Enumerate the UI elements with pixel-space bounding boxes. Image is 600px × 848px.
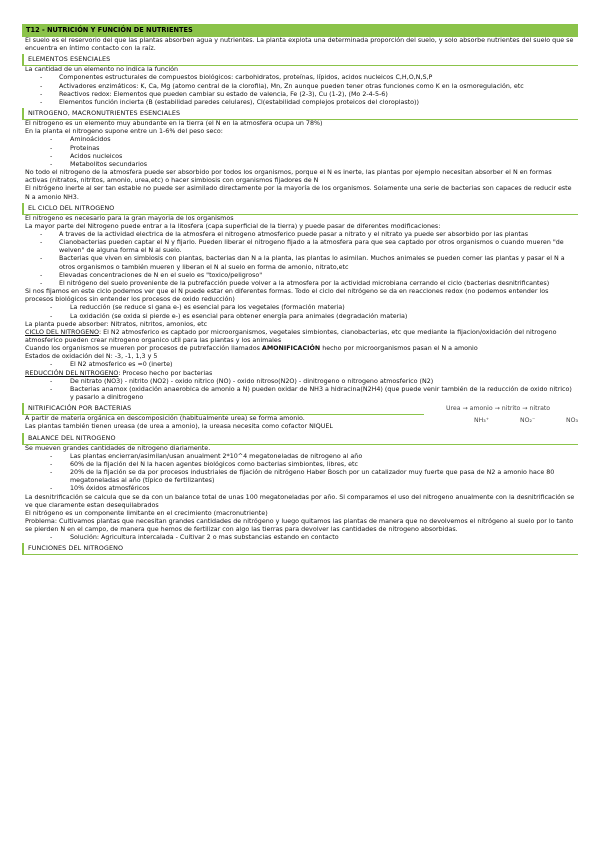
s2-paragraph-3: No todo el nitrogeno de la atmosfera puede ser absorbido por todos los organismos, porque el N es inerte, las plantas por ejemplo necesitan absorber el N en formas activas (nitratos, nitritos, amonio, urea,etc) o hacer simbiosis con organismos fijadores de N <box>25 169 552 185</box>
amonificacion-pre: Cuando los organismos se mueren por procesos de putrefacción llamados <box>25 345 262 353</box>
document-title: T12 - NUTRICIÓN Y FUNCIÓN DE NUTRIENTES <box>22 24 578 37</box>
s2-paragraph-2: En la planta el nitrogeno supone entre un 1-6% del peso seco: <box>25 128 223 136</box>
list-item: - Activadores enzimáticos: K, Ca, Mg (atomo central de la clorofila), Mn, Zn aunque pueden tener otras funciones como K en la osmoregulación, etc <box>22 83 578 91</box>
s3-paragraph-2: La mayor parte del Nitrogeno puede entrar a la litosfera (capa superficial de la tierra) y puede pasar de diferentes modificaciones: <box>25 222 441 230</box>
list-item: - Elevadas concentraciones de N en el suelo es "toxico/peligroso" <box>22 272 578 280</box>
list-item: - El nitrógeno del suelo proveniente de la putrefacción puede volver a la atmosfera por la actividad microbiana cerrando el ciclo (bacterias desnitrificantes) <box>22 280 578 288</box>
section-heading-nitrificacion <box>22 403 424 415</box>
s3-paragraph-5 <box>22 329 578 345</box>
formula-no3: NO₃ <box>566 417 578 425</box>
s1-paragraph-1: La cantidad de un elemento no indica la función <box>25 66 179 74</box>
list-item: - Acidos nucleicos <box>22 153 578 161</box>
s3-paragraph-4: La planta puede absorber: Nitratos, nitritos, amonios, etc <box>25 320 208 328</box>
reduccion-text: : Proceso hecho por bacterias <box>118 369 213 377</box>
s5-list <box>22 453 578 494</box>
list-item: - Componentes estructurales de compuestos biológicos: carbohidratos, proteínas, lípidos, acidos nucleicos C,H,O,N,S,P <box>22 74 578 82</box>
document-page <box>22 24 578 555</box>
list-item: - Metabolitos secundarios <box>22 161 578 169</box>
list-item: - 10% óxidos atmosféricos <box>22 485 578 493</box>
s1-list <box>22 74 578 107</box>
section-heading-nitrogeno: NITROGENO, MACRONUTRIENTES ESENCIALES <box>22 108 578 120</box>
s5-solution-list <box>22 534 578 542</box>
s5-paragraph-3: El nitrógeno es un componente limitante en el crecimiento (macronutriente) <box>25 509 268 517</box>
list-item: - Reactivos redox: Elementos que pueden cambiar su estado de valencia, Fe (2-3), Cu (1-2), (Mo 2-4-5-6) <box>22 91 578 99</box>
s3-list <box>22 231 578 288</box>
s3-paragraph-8 <box>22 370 578 378</box>
s5-paragraph-2: La desnitrificación se calcula que se da con un balance total de unas 100 megatoneladas por año. Si comparamos el uso del nitrogeno anualmente con la desnitrificación se ve que claramente estan desequilabrados <box>25 493 575 509</box>
list-item: - Elementos función incierta (B (estabilidad paredes celulares), Cl(estabilidad complejos proteicos del cloroplasto)) <box>22 99 578 107</box>
list-item: - Cianobacterias pueden captar el N y fijarlo. Pueden liberar el nitrogeno fijado a la atmosfera para que sea captado por otros organismos o cuando mueren "de welven" de alguna forma el N al suelo. <box>22 239 578 255</box>
s2-paragraph-4: El nitrógeno inerte al ser tan estable no puede ser asimilado directamente por la mayoría de los organismos. Solamente una serie de bacterias son capaces de reducir este N a amonio NH3. <box>25 185 572 201</box>
s5-paragraph-4: Problema: Cultivamos plantas que necesitan grandes cantidades de nitrógeno y luego quitamos las plantas de manera que no devolvemos el nitrógeno al suelo por lo tanto se pierden N en el campo, de manera que hemos de fertilizar con algo las tierras para devolver las cantidades de nitrogeno absorbidas. <box>25 517 574 534</box>
nitrification-diagram <box>446 405 586 431</box>
list-item: - 60% de la fijación del N la hacen agentes biológicos como bacterias simbiontes, libres, etc <box>22 461 578 469</box>
s4-paragraph-1: A partir de materia orgánica en descomposición (habitualmente urea) se forma amonio. <box>25 415 305 423</box>
s4-paragraph-2: Las plantas también tienen ureasa (de urea a amonio), la ureasa necesita como cofactor NIQUEL <box>25 423 333 431</box>
nitrification-chain: Urea → amonio → nitrito → nitrato <box>446 405 551 413</box>
list-item: - 20% de la fijación se da por procesos industriales de fijación de nitrógeno Haber Bosch por un catalizador muy fuerte que pasa de N2 a amonio hace 80 megatoneladas al año (típico de fertilizantes) <box>22 469 578 485</box>
section-heading-balance: BALANCE DEL NITROGENO <box>22 433 578 445</box>
section-heading-ciclo: EL CICLO DEL NITROGENO <box>22 203 578 215</box>
list-item: - Bacterias que viven en simbiosis con plantas, bacterias dan N a la planta, las plantas lo asimilan. Muchos animales se pueden comer las plantas y pasar el N a otros organismos o también mueren y liberan el N al suelo en forma de amonio, nitrato,etc <box>22 255 578 271</box>
nitrificacion-heading-text: NITRIFICACIÓN POR BACTERIAS <box>28 404 132 413</box>
intro-paragraph: El suelo es el reservorio del que las plantas absorben agua y nutrientes. La planta explota una determinada proporción del suelo, y solo absorbe nutrientes del suelo que se encuentra en íntimo contacto con la raíz. <box>25 37 574 53</box>
s3-n2-list <box>22 361 578 369</box>
section-heading-funciones: FUNCIONES DEL NITROGENO <box>22 543 578 555</box>
list-item: - La oxidación (se oxida si pierde e-) es esencial para obtener energía para animales (degradación materia) <box>22 313 578 321</box>
amonificacion-post: hecho por microorganismos pasan el N a amonio <box>320 345 478 353</box>
s2-list <box>22 136 578 169</box>
cycle-text: : El N2 atmosferico es captado por microorganismos, vegetales simbiontes, cianobacterias, etc que mediante la fijacion/oxidación del nitrogeno atmosferico pueden crear nitrogeno organico util para las plantas y los animales <box>25 328 557 344</box>
formula-nh3: NH₃⁺ <box>474 417 490 425</box>
list-item: - Aminoácidos <box>22 136 578 144</box>
list-item: - La reducción (se reduce si gana e-) es esencial para los vegetales (formación materia) <box>22 304 578 312</box>
nitrificacion-text <box>22 415 414 431</box>
reduccion-label: REDUCCIÓN DEL NITROGENO <box>25 369 119 377</box>
s3-paragraph-3: Si nos fijamos en este ciclo podemos ver que el N puede estar en diferentes formas. Todo el ciclo del nitrógeno se da en reacciones redox (no podemos entender los procesos biológicos sin entender los procesos de oxido reducción) <box>25 288 549 304</box>
section-heading-elementos: ELEMENTOS ESENCIALES <box>22 54 578 66</box>
s2-paragraph-1: El nitrogeno es un elemento muy abundante en la tierra (el N en la atmosfera ocupa un 78%) <box>25 120 323 128</box>
cycle-label: CICLO DEL NITROGENO <box>25 328 99 336</box>
s3-paragraph-1: El nitrogeno es necesario para la gran mayoria de los organismos <box>25 214 234 222</box>
s3-reduccion-list <box>22 378 578 402</box>
s3-redox-list <box>22 304 578 320</box>
list-item: - El N2 atmosferico es =0 (inerte) <box>22 361 578 369</box>
list-item: - De nitrato (NO3) - nitrito (NO2) - oxido nitrico (NO) - oxido nitroso(N2O) - dinitrogeno o nitrogeno atmosferico (N2) <box>22 378 578 386</box>
amonificacion-term: AMONIFICACIÓN <box>261 345 321 353</box>
list-item: - A traves de la actividad electrica de la atmosfera el nitrogeno atmosferico puede pasar a nitrato y el nitrato ya puede ser absorbido por las plantas <box>22 231 578 239</box>
formula-no2: NO₂⁻ <box>520 417 536 425</box>
list-item: - Solución: Agricultura intercalada - Cultivar 2 o mas substancias estando en contacto <box>22 534 578 542</box>
list-item: - Proteinas <box>22 145 578 153</box>
s3-paragraph-7: Estados de oxidación del N: -3, -1, 1,3 y 5 <box>25 353 158 361</box>
list-item: - Las plantas encierran/asimilan/usan anualment 2*10^4 megatoneladas de nitrogeno al año <box>22 453 578 461</box>
list-item: - Bacterias anamox (oxidación anaerobica de amonio a N) pueden oxidar de NH3 a hidracina(N2H4) (que puede venir también de la reducción de oxido nitrico) y pasarlo a dinitrogeno <box>22 386 578 402</box>
s5-paragraph-1: Se mueven grandes cantidades de nitrogeno diariamente. <box>25 444 211 452</box>
